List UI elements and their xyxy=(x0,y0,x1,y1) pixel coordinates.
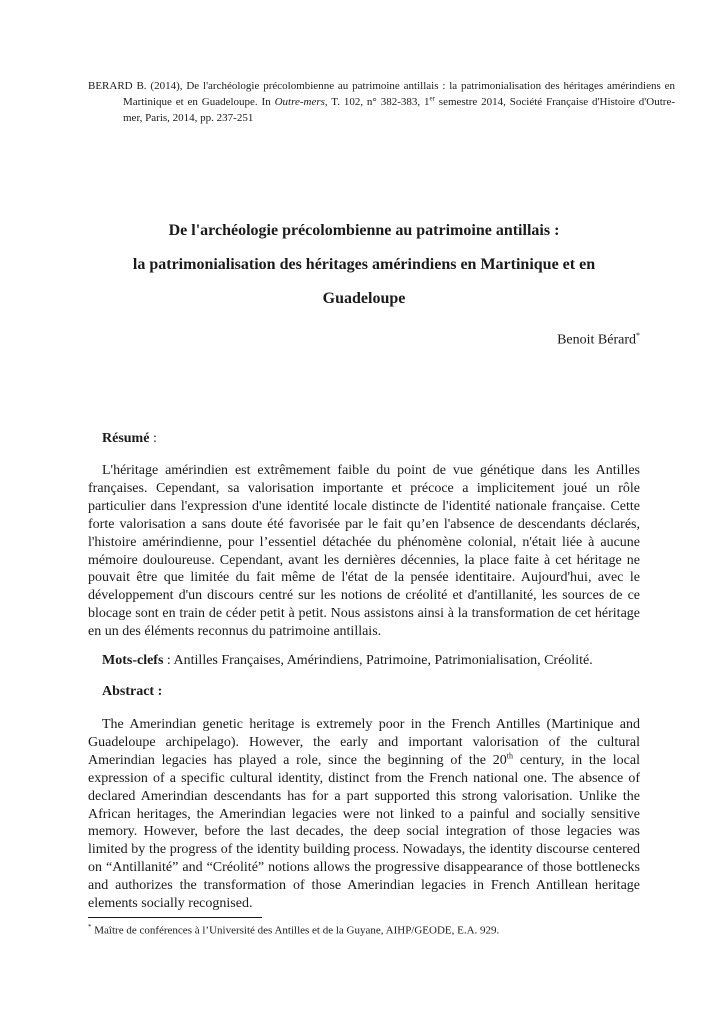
abstract-text-before: The Amerindian genetic heritage is extremely poor in the French Antilles (Martinique and Guadeloupe archipelago). However, the early and important valorisation of the cultural Amerindian legacies has played a role, since the beginning of the 20 xyxy=(88,717,640,768)
footnote-divider xyxy=(88,917,262,918)
title-line-3: Guadeloupe xyxy=(322,290,406,307)
title-line-1: De l'archéologie précolombienne au patrimoine antillais : xyxy=(168,222,560,239)
footnote-marker: * xyxy=(88,923,92,931)
abstract-text-after: century, in the local expression of a specific cultural identity, distinct from the French national one. The absence of declared Amerindian descendants has for a part supported this strong valorisation. Unlike the African heritages, the Amerindian legacies were not linked to a painful and socially sensitive memory. However, before the last decades, the deep social integration of those legacies was limited by the progress of the identity building process. Nowadays, the identity discourse centered on “Antillanité” and “Créolité” notions allows the progressive disappearance of those bottlenecks and authorizes the transformation of those Amerindian legacies in French Antillean heritage elements socially recognised. xyxy=(88,752,640,912)
keywords-text: : Antilles Françaises, Amérindiens, Patrimoine, Patrimonialisation, Créolité. xyxy=(163,653,593,668)
paper-title xyxy=(88,214,640,316)
citation-prefix: BERARD B. (2014), De l'archéologie précolombienne au patrimoine antillais : la patrimonialisation des héritages amérindiens en Martinique et en Guadeloupe. In xyxy=(88,80,675,108)
abstract-paragraph xyxy=(88,716,640,913)
author-line xyxy=(557,331,640,349)
keywords-line xyxy=(102,653,640,669)
keywords-label: Mots-clefs xyxy=(102,653,164,668)
citation-sup: er xyxy=(429,94,435,103)
citation-header xyxy=(88,78,675,126)
footnote xyxy=(88,923,640,937)
abstract-sup: th xyxy=(506,751,514,761)
resume-heading-suffix: : xyxy=(149,431,157,446)
citation-volume: , T. 102, n° 382-383, 1 xyxy=(324,96,430,108)
footnote-text: Maître de conférences à l’Université des Antilles et de la Guyane, AIHP/GEODE, E.A. 929. xyxy=(91,924,500,937)
citation-rest: semestre 2014, Société Française d'Histoire d'Outre-mer, Paris, 2014, pp. 237-251 xyxy=(123,96,675,124)
title-line-2: la patrimonialisation des héritages amérindiens en Martinique et en xyxy=(132,256,596,273)
citation-journal: Outre-mers xyxy=(274,96,325,108)
resume-heading xyxy=(102,431,157,447)
abstract-heading xyxy=(102,684,162,700)
abstract-heading-label: Abstract : xyxy=(102,684,163,699)
resume-heading-label: Résumé xyxy=(102,431,150,446)
author-name: Benoit Bérard xyxy=(557,332,636,348)
resume-paragraph: L'héritage amérindien est extrêmement faible du point de vue génétique dans les Antilles françaises. Cependant, sa valorisation importante et précoce a implicitement joué un rôle particulier dans l'expression d'une identité locale distincte de l'identité nationale française. Cette forte valorisation a sans doute été favorisée par le fait qu’en l'absence de descendants déclarés, l'histoire amérindienne, pour l’essentiel détachée du phénomène colonial, n'était liée à aucune mémoire douloureuse. Cependant, avant les dernières décennies, la place faite à cet héritage ne pouvait être que limitée du fait même de l'état de la pensée identitaire. Aujourd'hui, avec le développement d'un discours centré sur les notions de créolité et d'antillanité, les sources de ce blocage sont en train de céder petit à petit. Nous assistons ainsi à la transformation de cet héritage en un des éléments reconnus du patrimoine antillais. xyxy=(88,463,640,640)
author-footnote-marker: * xyxy=(636,331,640,340)
